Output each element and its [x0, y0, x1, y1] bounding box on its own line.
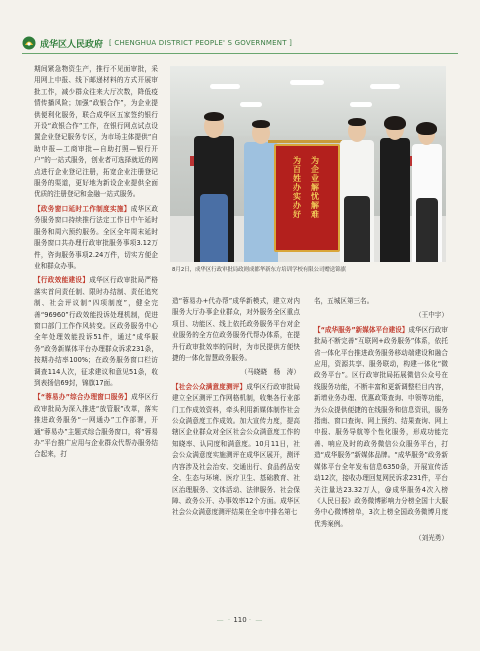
section-title: 【行政效能建设】 — [34, 276, 90, 285]
section-rongyiban — [34, 392, 158, 460]
section-body: 成华区行政审批局严格落实首问责任制、限时办结制、责任追究制、社会评议制“四项制度”，健全完善“96960”行政效能投诉处理机制，促进窗口部门工作作风转变。区政务服务中心全年处理效能投诉51件，通过“成华服务”政务新媒体平台办理群众诉求231条，按期办结率100%；在政务服务窗口栏访调查114人次，征求建议和意见51条，收到表扬信69封，锦旗17面。 — [34, 276, 158, 387]
photo-banner-presentation — [170, 66, 446, 262]
section-efficiency — [34, 275, 158, 389]
section-body: 成华区行政审批局为深入推进“放管服”改革，落实推进政务服务“一网通办”工作部署，开通“蓉易办”主题式综合服务窗口，将“蓉易办”平台推广应用与企业群众代帮办服务结合起来，打 — [34, 393, 159, 459]
ceiling-light — [290, 80, 324, 85]
header-subtitle: [ CHENGHUA DISTRICT PEOPLE' S GOVERNMENT ] — [109, 39, 293, 47]
section-body: 成华区行政审批局建立全区测评工作网格机制，收集各行业部门工作成效资料，牵头利用新媒体制作社会公众满意度工作成效。加大宣传力度，提高辖区企业群众对全区社会公众满意度工作的知晓率、认同度和满意度。10月11日，社会公众满意度实施测评在成华区展开，测评内容涉及社会治安、交通出行、食品药品安全、生态与环境、医疗卫生、基础教育、社区治理服务、文体活动、法律服务、社会保障、政务公开、办事效率12个方面。成华区社会公众满意度测评结果在全市中排名第七 — [172, 382, 301, 517]
district-emblem-icon — [22, 36, 36, 50]
author-signature: （马晓晓 杨 涛） — [240, 368, 300, 377]
author-signature: （刘光勇） — [415, 534, 448, 543]
paragraph: 期间紧急物资生产，推行不见面审批，采用网上申报、线下邮递材料的方式开展审批工作，减少群众往来大厅次数，降低疫情传播风险；加强“政银合作”，为企业提供便利化服务，联合成华区五家签约银行开设“政银合作”工作，在银行网点试点设置企业登记服务专区，为市场主体提供“自助申报—工商审批—自助打照—银行开户”的一站式服务，创业者可选择就近的网点进行企业登记注册，拓宽企业注册登记服务的渠道，更好地为新设企业提供全面优质的注册登记和金融一站式服务。 — [34, 65, 158, 199]
section-new-media — [314, 325, 448, 530]
ceiling-light — [210, 84, 240, 89]
banner-text-left: 为百姓办实办好 — [293, 155, 301, 219]
ceiling-light — [350, 102, 372, 107]
section-satisfaction — [172, 382, 300, 519]
section-title: 【社会公众满意度测评】 — [172, 382, 247, 391]
banner-rod — [268, 140, 342, 143]
author-signature: （王中宇） — [415, 311, 448, 320]
section-title: 【“成华服务”新媒体平台建设】 — [314, 325, 409, 334]
section-body: 成华区政务服务窗口持续推行法定工作日中午延时服务和周六预约服务。全区全年周末延时服务窗口共办理行政审批服务事项3.12万件，咨询服务事项2.24万件，切实方便企业和群众办事。 — [34, 204, 158, 270]
photo-caption: 8月2日，成华区行政审批局政则成都华新东方培训学校有限公司赠送锦旗 — [172, 267, 346, 273]
paragraph: 名，五城区第三名。 — [314, 297, 374, 305]
page-footer: — · 110 · — — [216, 616, 264, 624]
ceiling-light — [240, 102, 262, 107]
header-divider — [22, 53, 458, 54]
banner-text-right: 为企业解忧解难 — [311, 155, 319, 219]
section-title: 【政务窗口延时工作制度实施】 — [34, 204, 131, 213]
text-column-1 — [34, 64, 158, 464]
section-title: 【“蓉易办”综合办理窗口服务】 — [34, 393, 132, 402]
paragraph: 造“蓉易办+代办帮”成华新模式，建立对内服务大厅办事企业群众，对外服务全区重点项目、功能区、线上依托政务服务平台对企业服务的全方位政务服务代帮办体系，在提升行政审批效率的同时，为市民提供方便快捷的一体化智慧政务服务。 — [172, 297, 300, 363]
section-body: 成华区行政审批局不断完善“互联网+政务服务”体系，依托省一体化平台推进政务服务移动端建设和融合应用，资源共享、服务联动，构建一体化“微政务平台”。区行政审批局拓展微信公众号在线服务功能，不断丰富和更新调整栏目内容，新增业务办理、优惠政策查询、申领等功能，为公众提供便捷的在线服务和信息资讯，服务指南、窗口查询、网上预约、结果查询、网上申报、服务导航等个性化服务，形成功能完善、响应及时的政务微信公众服务平台，打造“成华服务”新媒体品牌。“成华服务”政务新媒体平台全年发布信息6350条，开展宣传活动12次，接收办理回复网民诉求231件，平台关注量达23.32万人，@成华服务4次入榜《人民日报》政务微博影响力分榜全国十大服务中心微博榜单，3次上榜全国政务微博月度优秀案例。 — [314, 325, 448, 528]
header-title: 成华区人民政府 — [40, 39, 104, 50]
page-number: 110 — [233, 616, 247, 624]
section-admin-hours — [34, 204, 158, 272]
ceiling-light — [370, 84, 400, 89]
text-column-2 — [172, 296, 300, 522]
text-column-3 — [314, 296, 448, 548]
page-header — [22, 34, 458, 52]
silk-banner — [274, 144, 340, 252]
